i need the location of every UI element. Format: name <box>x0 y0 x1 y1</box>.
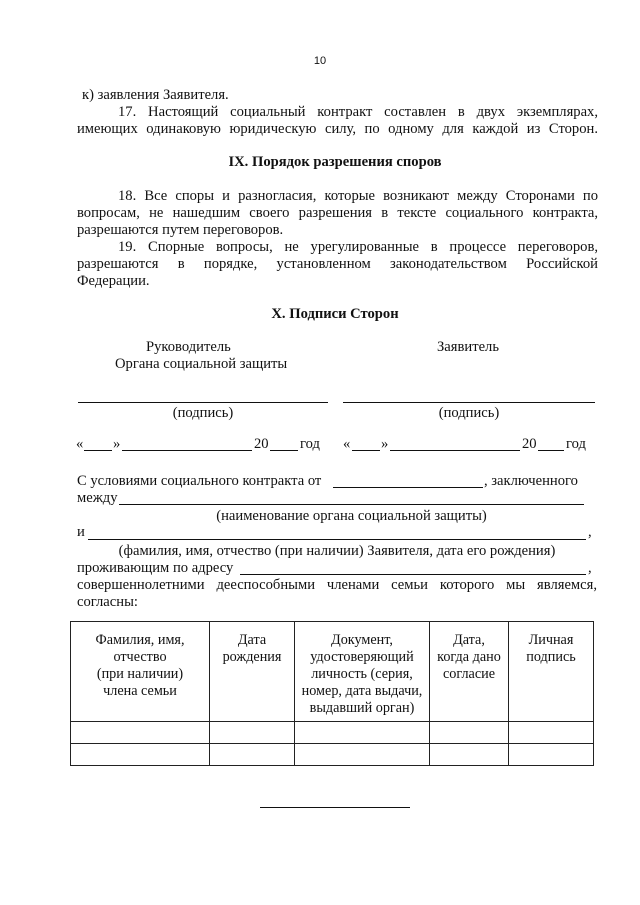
address-blank[interactable] <box>240 574 586 575</box>
right-role: Заявитель <box>437 339 499 355</box>
left-date-month-blank[interactable] <box>122 450 252 451</box>
left-date-quote-close: » <box>113 436 121 452</box>
paragraph-18-line-1: 18. Все споры и разногласия, которые возникают между Сторонами по <box>118 188 598 204</box>
table-cell[interactable] <box>509 744 594 766</box>
right-signature-line[interactable] <box>343 402 595 403</box>
right-date-quote-close: » <box>381 436 389 452</box>
left-date-year-blank[interactable] <box>270 450 298 451</box>
right-date-day-blank[interactable] <box>352 450 380 451</box>
header-birth-date: Дата рождения <box>210 622 295 722</box>
page-number: 10 <box>313 55 327 67</box>
paragraph-19-line-1: 19. Спорные вопросы, не урегулированные в процессе переговоров, <box>118 239 598 255</box>
consent-line-3-suffix: , <box>588 524 592 540</box>
applicant-caption: (фамилия, имя, отчество (при наличии) Заявителя, дата его рождения) <box>118 543 556 559</box>
paragraph-17-line-1: 17. Настоящий социальный контракт составлен в двух экземплярах, <box>118 104 598 120</box>
section-10-title: X. Подписи Сторон <box>271 306 399 322</box>
table-cell[interactable] <box>430 722 509 744</box>
paragraph-18-line-3: разрешаются путем переговоров. <box>77 222 284 238</box>
right-date-quote-open: « <box>343 436 351 452</box>
header-identity-document: Документ, удостоверяющий личность (серия, номер, дата выдачи, выдавший орган) <box>295 622 430 722</box>
table-cell[interactable] <box>430 744 509 766</box>
left-signature-caption: (подпись) <box>172 405 234 421</box>
organization-name-blank[interactable] <box>119 504 584 505</box>
organization-caption: (наименование органа социальной защиты) <box>216 508 487 524</box>
consent-line-4-suffix: , <box>588 560 592 576</box>
table-cell[interactable] <box>295 744 430 766</box>
family-members-table <box>70 621 594 766</box>
left-role-line-1: Руководитель <box>146 339 231 355</box>
table-cell[interactable] <box>210 744 295 766</box>
item-k: к) заявления Заявителя. <box>82 87 229 103</box>
consent-line-1-suffix: , заключенного <box>484 473 578 489</box>
right-date-year-blank[interactable] <box>538 450 564 451</box>
paragraph-19-line-2: разрешаются в порядке, установленном законодательством Российской <box>77 256 598 272</box>
right-signature-caption: (подпись) <box>438 405 500 421</box>
table-row <box>71 744 594 766</box>
applicant-name-blank[interactable] <box>88 539 586 540</box>
page-end-divider <box>260 807 410 808</box>
left-date-year-prefix: 20 <box>254 436 269 452</box>
right-date-year-prefix: 20 <box>522 436 537 452</box>
paragraph-18-line-2: вопросам, не нашедшим своего разрешения в тексте социального контракта, <box>77 205 598 221</box>
table-cell[interactable] <box>71 744 210 766</box>
left-role-line-2: Органа социальной защиты <box>115 356 288 372</box>
paragraph-17-line-2: имеющих одинаковую юридическую силу, по одному для каждой из Сторон. <box>77 121 598 137</box>
right-date-year-suffix: год <box>566 436 586 452</box>
consent-line-2-prefix: между <box>77 490 118 506</box>
consent-line-4-prefix: проживающим по адресу <box>77 560 234 576</box>
left-date-day-blank[interactable] <box>84 450 112 451</box>
left-date-quote-open: « <box>76 436 84 452</box>
table-cell[interactable] <box>71 722 210 744</box>
table-cell[interactable] <box>295 722 430 744</box>
consent-line-1-prefix: С условиями социального контракта от <box>77 473 322 489</box>
header-full-name: Фамилия, имя, отчество (при наличии) члена семьи <box>71 622 210 722</box>
header-signature: Личная подпись <box>509 622 594 722</box>
contract-date-blank[interactable] <box>333 487 483 488</box>
section-9-title: IX. Порядок разрешения споров <box>228 154 442 170</box>
right-date-month-blank[interactable] <box>390 450 520 451</box>
table-row <box>71 722 594 744</box>
left-signature-line[interactable] <box>78 402 328 403</box>
table-header-row <box>71 622 594 722</box>
consent-line-5: совершеннолетними дееспособными членами семьи которого мы являемся, <box>77 577 597 593</box>
left-date-year-suffix: год <box>300 436 320 452</box>
table-cell[interactable] <box>509 722 594 744</box>
header-consent-date: Дата, когда дано согласие <box>430 622 509 722</box>
consent-line-6: согласны: <box>77 594 138 610</box>
table-cell[interactable] <box>210 722 295 744</box>
paragraph-19-line-3: Федерации. <box>77 273 150 289</box>
consent-line-3-prefix: и <box>77 524 85 540</box>
